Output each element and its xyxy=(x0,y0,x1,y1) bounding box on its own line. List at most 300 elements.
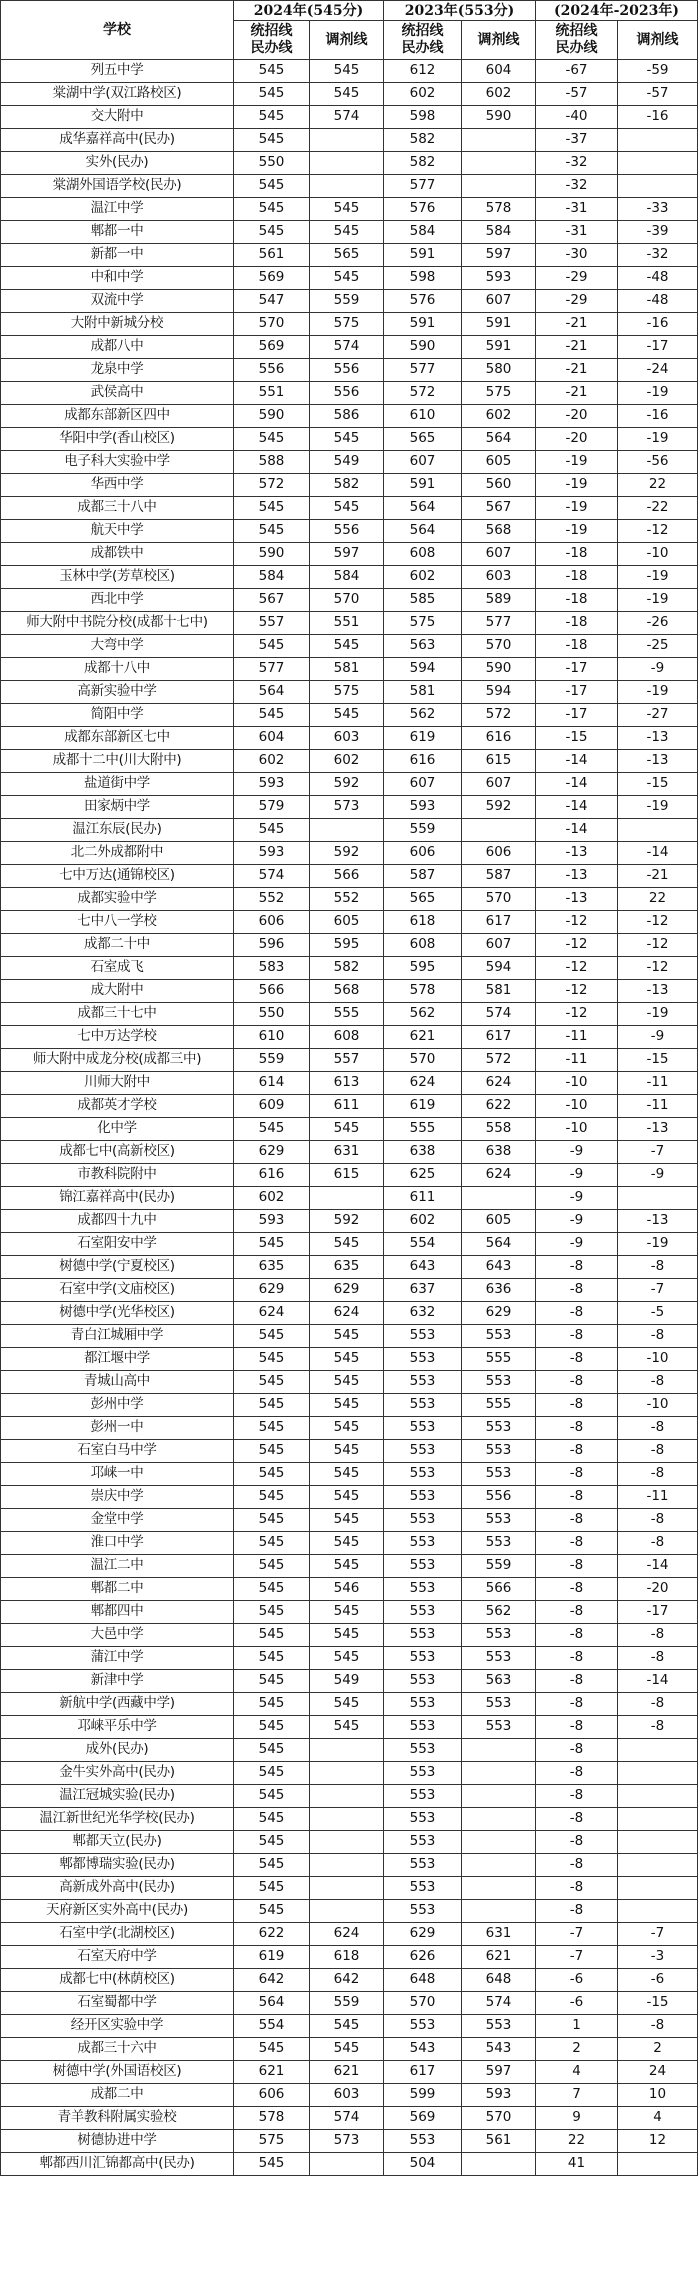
diff-quota: -8 xyxy=(536,1808,618,1831)
diff-adjust: -10 xyxy=(618,1394,698,1417)
score-2024-adjust: 624 xyxy=(310,1923,384,1946)
diff-adjust: -8 xyxy=(618,1693,698,1716)
score-2024-quota: 545 xyxy=(234,497,310,520)
school-name: 列五中学 xyxy=(1,60,234,83)
score-2024-quota: 545 xyxy=(234,1417,310,1440)
score-2023-adjust: 558 xyxy=(462,1118,536,1141)
diff-quota: -8 xyxy=(536,1348,618,1371)
table-row xyxy=(1,83,698,106)
score-2024-adjust: 629 xyxy=(310,1279,384,1302)
diff-adjust: -27 xyxy=(618,704,698,727)
score-2023-adjust: 570 xyxy=(462,635,536,658)
diff-adjust: 22 xyxy=(618,474,698,497)
diff-quota: -12 xyxy=(536,1003,618,1026)
score-2024-adjust: 559 xyxy=(310,290,384,313)
score-2024-quota: 545 xyxy=(234,129,310,152)
score-2023-quota: 607 xyxy=(384,773,462,796)
score-2023-adjust: 604 xyxy=(462,60,536,83)
school-name: 成都铁中 xyxy=(1,543,234,566)
diff-quota: -12 xyxy=(536,980,618,1003)
score-2024-adjust: 545 xyxy=(310,1624,384,1647)
score-2023-adjust: 631 xyxy=(462,1923,536,1946)
score-2024-adjust xyxy=(310,1808,384,1831)
diff-adjust: -12 xyxy=(618,911,698,934)
diff-quota: 1 xyxy=(536,2015,618,2038)
score-2023-adjust: 607 xyxy=(462,543,536,566)
school-name: 成都三十六中 xyxy=(1,2038,234,2061)
score-2024-quota: 569 xyxy=(234,267,310,290)
score-2023-adjust: 597 xyxy=(462,244,536,267)
score-2024-adjust: 555 xyxy=(310,1003,384,1026)
table-row xyxy=(1,1578,698,1601)
score-2024-quota: 545 xyxy=(234,1762,310,1785)
score-2024-adjust: 615 xyxy=(310,1164,384,1187)
diff-adjust: -15 xyxy=(618,1049,698,1072)
diff-adjust: -7 xyxy=(618,1279,698,1302)
school-name: 成都十八中 xyxy=(1,658,234,681)
score-2023-adjust: 605 xyxy=(462,451,536,474)
diff-quota: -14 xyxy=(536,773,618,796)
diff-adjust: -20 xyxy=(618,1578,698,1601)
score-2023-quota: 632 xyxy=(384,1302,462,1325)
table-body xyxy=(1,60,698,2176)
diff-quota: -10 xyxy=(536,1072,618,1095)
diff-adjust: -16 xyxy=(618,405,698,428)
table-row xyxy=(1,612,698,635)
school-name: 成都英才学校 xyxy=(1,1095,234,1118)
score-2023-quota: 570 xyxy=(384,1049,462,1072)
school-name: 成都实验中学 xyxy=(1,888,234,911)
score-2023-quota: 598 xyxy=(384,106,462,129)
table-row xyxy=(1,1095,698,1118)
score-2024-adjust: 575 xyxy=(310,681,384,704)
score-2023-quota: 629 xyxy=(384,1923,462,1946)
score-2023-quota: 554 xyxy=(384,1233,462,1256)
score-2024-quota: 624 xyxy=(234,1302,310,1325)
score-2024-quota: 545 xyxy=(234,1532,310,1555)
score-2024-adjust xyxy=(310,1854,384,1877)
score-2023-adjust: 559 xyxy=(462,1555,536,1578)
diff-adjust: -25 xyxy=(618,635,698,658)
diff-adjust xyxy=(618,1900,698,1923)
school-name: 大附中新城分校 xyxy=(1,313,234,336)
score-2023-quota: 553 xyxy=(384,1716,462,1739)
diff-adjust: -11 xyxy=(618,1095,698,1118)
score-2023-adjust xyxy=(462,1808,536,1831)
diff-adjust: 10 xyxy=(618,2084,698,2107)
score-2023-adjust: 568 xyxy=(462,520,536,543)
score-2024-adjust: 582 xyxy=(310,957,384,980)
score-2023-quota: 594 xyxy=(384,658,462,681)
score-2024-adjust: 603 xyxy=(310,727,384,750)
diff-quota: -21 xyxy=(536,336,618,359)
diff-quota: -8 xyxy=(536,1325,618,1348)
score-2023-adjust xyxy=(462,1854,536,1877)
table-row xyxy=(1,2084,698,2107)
score-2023-adjust: 574 xyxy=(462,1003,536,1026)
score-2023-quota: 553 xyxy=(384,1509,462,1532)
score-2023-adjust: 553 xyxy=(462,2015,536,2038)
table-row xyxy=(1,1877,698,1900)
diff-quota: -19 xyxy=(536,520,618,543)
diff-quota: -8 xyxy=(536,1670,618,1693)
header-2023: 2023年(553分) xyxy=(384,1,536,21)
diff-quota: -9 xyxy=(536,1164,618,1187)
score-2023-quota: 637 xyxy=(384,1279,462,1302)
diff-adjust: -13 xyxy=(618,980,698,1003)
score-2023-adjust: 617 xyxy=(462,1026,536,1049)
score-2023-quota: 598 xyxy=(384,267,462,290)
diff-quota: -18 xyxy=(536,635,618,658)
score-2023-adjust xyxy=(462,1785,536,1808)
school-name: 青白江城厢中学 xyxy=(1,1325,234,1348)
table-row xyxy=(1,428,698,451)
score-2024-quota: 545 xyxy=(234,1624,310,1647)
score-2023-quota: 599 xyxy=(384,2084,462,2107)
score-2023-quota: 607 xyxy=(384,451,462,474)
school-name: 温江二中 xyxy=(1,1555,234,1578)
score-2024-quota: 545 xyxy=(234,1440,310,1463)
school-name: 郫都天立(民办) xyxy=(1,1831,234,1854)
score-2023-adjust: 607 xyxy=(462,934,536,957)
score-2023-adjust: 572 xyxy=(462,1049,536,1072)
score-2023-adjust: 578 xyxy=(462,198,536,221)
table-row xyxy=(1,1624,698,1647)
score-2024-quota: 559 xyxy=(234,1049,310,1072)
table-row xyxy=(1,1187,698,1210)
score-2024-adjust xyxy=(310,1877,384,1900)
score-2023-adjust: 602 xyxy=(462,405,536,428)
score-2024-quota: 545 xyxy=(234,1831,310,1854)
score-2023-quota: 611 xyxy=(384,1187,462,1210)
diff-adjust: -8 xyxy=(618,1532,698,1555)
score-2023-quota: 553 xyxy=(384,1371,462,1394)
diff-quota: -19 xyxy=(536,497,618,520)
diff-adjust: 4 xyxy=(618,2107,698,2130)
score-2023-adjust: 555 xyxy=(462,1394,536,1417)
school-name: 师大附中成龙分校(成都三中) xyxy=(1,1049,234,1072)
school-name: 淮口中学 xyxy=(1,1532,234,1555)
table-row xyxy=(1,382,698,405)
score-2023-quota: 648 xyxy=(384,1969,462,1992)
score-2024-quota: 545 xyxy=(234,1371,310,1394)
score-2023-quota: 563 xyxy=(384,635,462,658)
table-row xyxy=(1,1831,698,1854)
school-name: 简阳中学 xyxy=(1,704,234,727)
score-2023-quota: 610 xyxy=(384,405,462,428)
diff-quota: -8 xyxy=(536,1532,618,1555)
score-2023-adjust: 638 xyxy=(462,1141,536,1164)
school-name: 锦江嘉祥高中(民办) xyxy=(1,1187,234,1210)
score-2024-adjust: 545 xyxy=(310,2038,384,2061)
score-2024-adjust xyxy=(310,1785,384,1808)
school-name: 石室蜀都中学 xyxy=(1,1992,234,2015)
school-name: 华阳中学(香山校区) xyxy=(1,428,234,451)
diff-quota: -13 xyxy=(536,888,618,911)
score-2023-adjust: 590 xyxy=(462,658,536,681)
school-name: 金牛实外高中(民办) xyxy=(1,1762,234,1785)
score-2024-quota: 545 xyxy=(234,704,310,727)
score-2024-quota: 575 xyxy=(234,2130,310,2153)
school-name: 高新实验中学 xyxy=(1,681,234,704)
diff-quota: -18 xyxy=(536,566,618,589)
score-2024-adjust: 592 xyxy=(310,842,384,865)
diff-quota: -20 xyxy=(536,428,618,451)
score-2024-adjust: 545 xyxy=(310,60,384,83)
diff-adjust: -13 xyxy=(618,750,698,773)
school-name: 七中万达(通锦校区) xyxy=(1,865,234,888)
diff-adjust: -26 xyxy=(618,612,698,635)
score-2023-adjust xyxy=(462,1187,536,1210)
score-2024-quota: 552 xyxy=(234,888,310,911)
diff-adjust: -17 xyxy=(618,1601,698,1624)
diff-adjust xyxy=(618,1831,698,1854)
score-2023-quota: 553 xyxy=(384,1601,462,1624)
diff-adjust: -59 xyxy=(618,60,698,83)
score-2023-adjust xyxy=(462,129,536,152)
table-row xyxy=(1,1762,698,1785)
score-2023-quota: 585 xyxy=(384,589,462,612)
table-row xyxy=(1,129,698,152)
diff-quota: -31 xyxy=(536,221,618,244)
diff-adjust: -14 xyxy=(618,842,698,865)
score-2023-adjust: 560 xyxy=(462,474,536,497)
score-2023-adjust: 591 xyxy=(462,336,536,359)
school-name: 新津中学 xyxy=(1,1670,234,1693)
score-2023-quota: 553 xyxy=(384,1877,462,1900)
diff-quota: -8 xyxy=(536,1601,618,1624)
diff-adjust: -12 xyxy=(618,934,698,957)
score-2023-adjust: 562 xyxy=(462,1601,536,1624)
score-2024-quota: 545 xyxy=(234,1854,310,1877)
score-2024-adjust: 574 xyxy=(310,106,384,129)
school-name: 大弯中学 xyxy=(1,635,234,658)
score-2024-quota: 545 xyxy=(234,1785,310,1808)
score-2023-quota: 553 xyxy=(384,2015,462,2038)
score-2023-quota: 593 xyxy=(384,796,462,819)
table-row xyxy=(1,1946,698,1969)
diff-adjust: -11 xyxy=(618,1072,698,1095)
score-2023-adjust: 605 xyxy=(462,1210,536,1233)
score-2024-adjust: 545 xyxy=(310,704,384,727)
score-2023-adjust: 594 xyxy=(462,957,536,980)
diff-adjust: -3 xyxy=(618,1946,698,1969)
table-row xyxy=(1,1210,698,1233)
score-2023-quota: 543 xyxy=(384,2038,462,2061)
table-row xyxy=(1,336,698,359)
school-name: 盐道街中学 xyxy=(1,773,234,796)
score-2024-quota: 545 xyxy=(234,1578,310,1601)
score-2023-quota: 576 xyxy=(384,290,462,313)
score-2024-quota: 545 xyxy=(234,1486,310,1509)
school-name: 崇庆中学 xyxy=(1,1486,234,1509)
score-2023-adjust: 592 xyxy=(462,796,536,819)
diff-quota: -8 xyxy=(536,1371,618,1394)
score-2023-quota: 553 xyxy=(384,1693,462,1716)
score-2024-adjust: 545 xyxy=(310,1555,384,1578)
school-name: 成华嘉祥高中(民办) xyxy=(1,129,234,152)
score-2024-adjust: 545 xyxy=(310,1532,384,1555)
score-2024-adjust: 545 xyxy=(310,1118,384,1141)
table-row xyxy=(1,2153,698,2176)
score-2023-quota: 626 xyxy=(384,1946,462,1969)
score-2023-quota: 591 xyxy=(384,313,462,336)
table-row xyxy=(1,957,698,980)
diff-adjust: -8 xyxy=(618,1624,698,1647)
score-2023-adjust: 648 xyxy=(462,1969,536,1992)
table-row xyxy=(1,1072,698,1095)
school-name: 龙泉中学 xyxy=(1,359,234,382)
table-row xyxy=(1,2130,698,2153)
school-name: 邛崃一中 xyxy=(1,1463,234,1486)
school-name: 经开区实验中学 xyxy=(1,2015,234,2038)
score-2023-adjust: 622 xyxy=(462,1095,536,1118)
score-2024-quota: 614 xyxy=(234,1072,310,1095)
table-row xyxy=(1,727,698,750)
score-2023-adjust: 577 xyxy=(462,612,536,635)
score-2023-adjust xyxy=(462,1762,536,1785)
score-2024-quota: 550 xyxy=(234,152,310,175)
table-row xyxy=(1,1808,698,1831)
score-2023-quota: 617 xyxy=(384,2061,462,2084)
score-2024-quota: 545 xyxy=(234,1233,310,1256)
score-2023-quota: 553 xyxy=(384,1831,462,1854)
score-2024-quota: 545 xyxy=(234,1509,310,1532)
score-2023-quota: 553 xyxy=(384,1440,462,1463)
diff-quota: -11 xyxy=(536,1026,618,1049)
score-2023-adjust: 543 xyxy=(462,2038,536,2061)
table-row xyxy=(1,773,698,796)
score-2024-quota: 545 xyxy=(234,1670,310,1693)
score-2023-quota: 553 xyxy=(384,1532,462,1555)
school-name: 温江东辰(民办) xyxy=(1,819,234,842)
diff-adjust: -5 xyxy=(618,1302,698,1325)
school-name: 成大附中 xyxy=(1,980,234,1003)
table-row xyxy=(1,221,698,244)
table-row xyxy=(1,1026,698,1049)
school-name: 邛崃平乐中学 xyxy=(1,1716,234,1739)
score-2023-adjust: 553 xyxy=(462,1647,536,1670)
school-name: 树德中学(光华校区) xyxy=(1,1302,234,1325)
diff-adjust: -13 xyxy=(618,727,698,750)
table-row xyxy=(1,267,698,290)
score-2024-adjust: 611 xyxy=(310,1095,384,1118)
diff-adjust: -19 xyxy=(618,681,698,704)
score-2023-quota: 602 xyxy=(384,83,462,106)
score-2024-adjust: 545 xyxy=(310,2015,384,2038)
score-2024-quota: 570 xyxy=(234,313,310,336)
diff-adjust: -9 xyxy=(618,658,698,681)
score-2023-adjust: 553 xyxy=(462,1325,536,1348)
score-2023-quota: 595 xyxy=(384,957,462,980)
score-2024-quota: 564 xyxy=(234,1992,310,2015)
school-name: 武侯高中 xyxy=(1,382,234,405)
diff-quota: -18 xyxy=(536,612,618,635)
diff-quota: -8 xyxy=(536,1762,618,1785)
score-2024-adjust: 605 xyxy=(310,911,384,934)
score-2024-quota: 545 xyxy=(234,1716,310,1739)
score-2024-quota: 567 xyxy=(234,589,310,612)
score-2023-adjust xyxy=(462,175,536,198)
diff-quota: -8 xyxy=(536,1854,618,1877)
diff-adjust: 24 xyxy=(618,2061,698,2084)
diff-adjust: -13 xyxy=(618,1118,698,1141)
score-2023-quota: 606 xyxy=(384,842,462,865)
score-2023-adjust: 636 xyxy=(462,1279,536,1302)
score-2023-quota: 608 xyxy=(384,934,462,957)
table-row xyxy=(1,152,698,175)
score-2023-quota: 612 xyxy=(384,60,462,83)
score-2024-adjust xyxy=(310,819,384,842)
score-2024-adjust: 556 xyxy=(310,359,384,382)
table-row xyxy=(1,2015,698,2038)
score-2023-quota: 608 xyxy=(384,543,462,566)
score-2023-adjust: 561 xyxy=(462,2130,536,2153)
score-2023-quota: 643 xyxy=(384,1256,462,1279)
score-2023-adjust: 616 xyxy=(462,727,536,750)
diff-adjust: -12 xyxy=(618,520,698,543)
score-2024-quota: 629 xyxy=(234,1279,310,1302)
diff-adjust: -19 xyxy=(618,428,698,451)
diff-quota: -8 xyxy=(536,1624,618,1647)
diff-adjust xyxy=(618,1808,698,1831)
score-2024-quota: 556 xyxy=(234,359,310,382)
table-row xyxy=(1,2061,698,2084)
score-2024-adjust xyxy=(310,2153,384,2176)
score-2024-quota: 569 xyxy=(234,336,310,359)
table-row xyxy=(1,980,698,1003)
school-name: 中和中学 xyxy=(1,267,234,290)
school-name: 树德协进中学 xyxy=(1,2130,234,2153)
score-2024-quota: 561 xyxy=(234,244,310,267)
diff-quota: -8 xyxy=(536,1900,618,1923)
score-2023-quota: 591 xyxy=(384,474,462,497)
score-2023-adjust: 564 xyxy=(462,1233,536,1256)
school-name: 郫都一中 xyxy=(1,221,234,244)
header-school: 学校 xyxy=(1,1,234,60)
score-2024-quota: 602 xyxy=(234,750,310,773)
score-2024-adjust xyxy=(310,1831,384,1854)
score-2024-adjust: 566 xyxy=(310,865,384,888)
score-2023-adjust: 553 xyxy=(462,1509,536,1532)
score-2023-quota: 553 xyxy=(384,2130,462,2153)
score-2023-adjust: 553 xyxy=(462,1624,536,1647)
table-row xyxy=(1,1325,698,1348)
score-2024-quota: 545 xyxy=(234,1877,310,1900)
score-2024-adjust: 621 xyxy=(310,2061,384,2084)
score-2023-adjust: 555 xyxy=(462,1348,536,1371)
table-row xyxy=(1,1302,698,1325)
school-name: 彭州中学 xyxy=(1,1394,234,1417)
score-2024-adjust: 597 xyxy=(310,543,384,566)
table-row xyxy=(1,566,698,589)
diff-adjust: -32 xyxy=(618,244,698,267)
score-2024-quota: 610 xyxy=(234,1026,310,1049)
score-2023-quota: 553 xyxy=(384,1808,462,1831)
diff-quota: -21 xyxy=(536,313,618,336)
score-2023-adjust: 593 xyxy=(462,2084,536,2107)
diff-quota: -8 xyxy=(536,1440,618,1463)
score-2023-adjust: 566 xyxy=(462,1578,536,1601)
table-row xyxy=(1,1049,698,1072)
diff-adjust: -8 xyxy=(618,1371,698,1394)
school-name: 石室天府中学 xyxy=(1,1946,234,1969)
table-row xyxy=(1,106,698,129)
score-2024-quota: 551 xyxy=(234,382,310,405)
score-2023-adjust: 563 xyxy=(462,1670,536,1693)
diff-quota: -8 xyxy=(536,1785,618,1808)
diff-adjust: -19 xyxy=(618,566,698,589)
